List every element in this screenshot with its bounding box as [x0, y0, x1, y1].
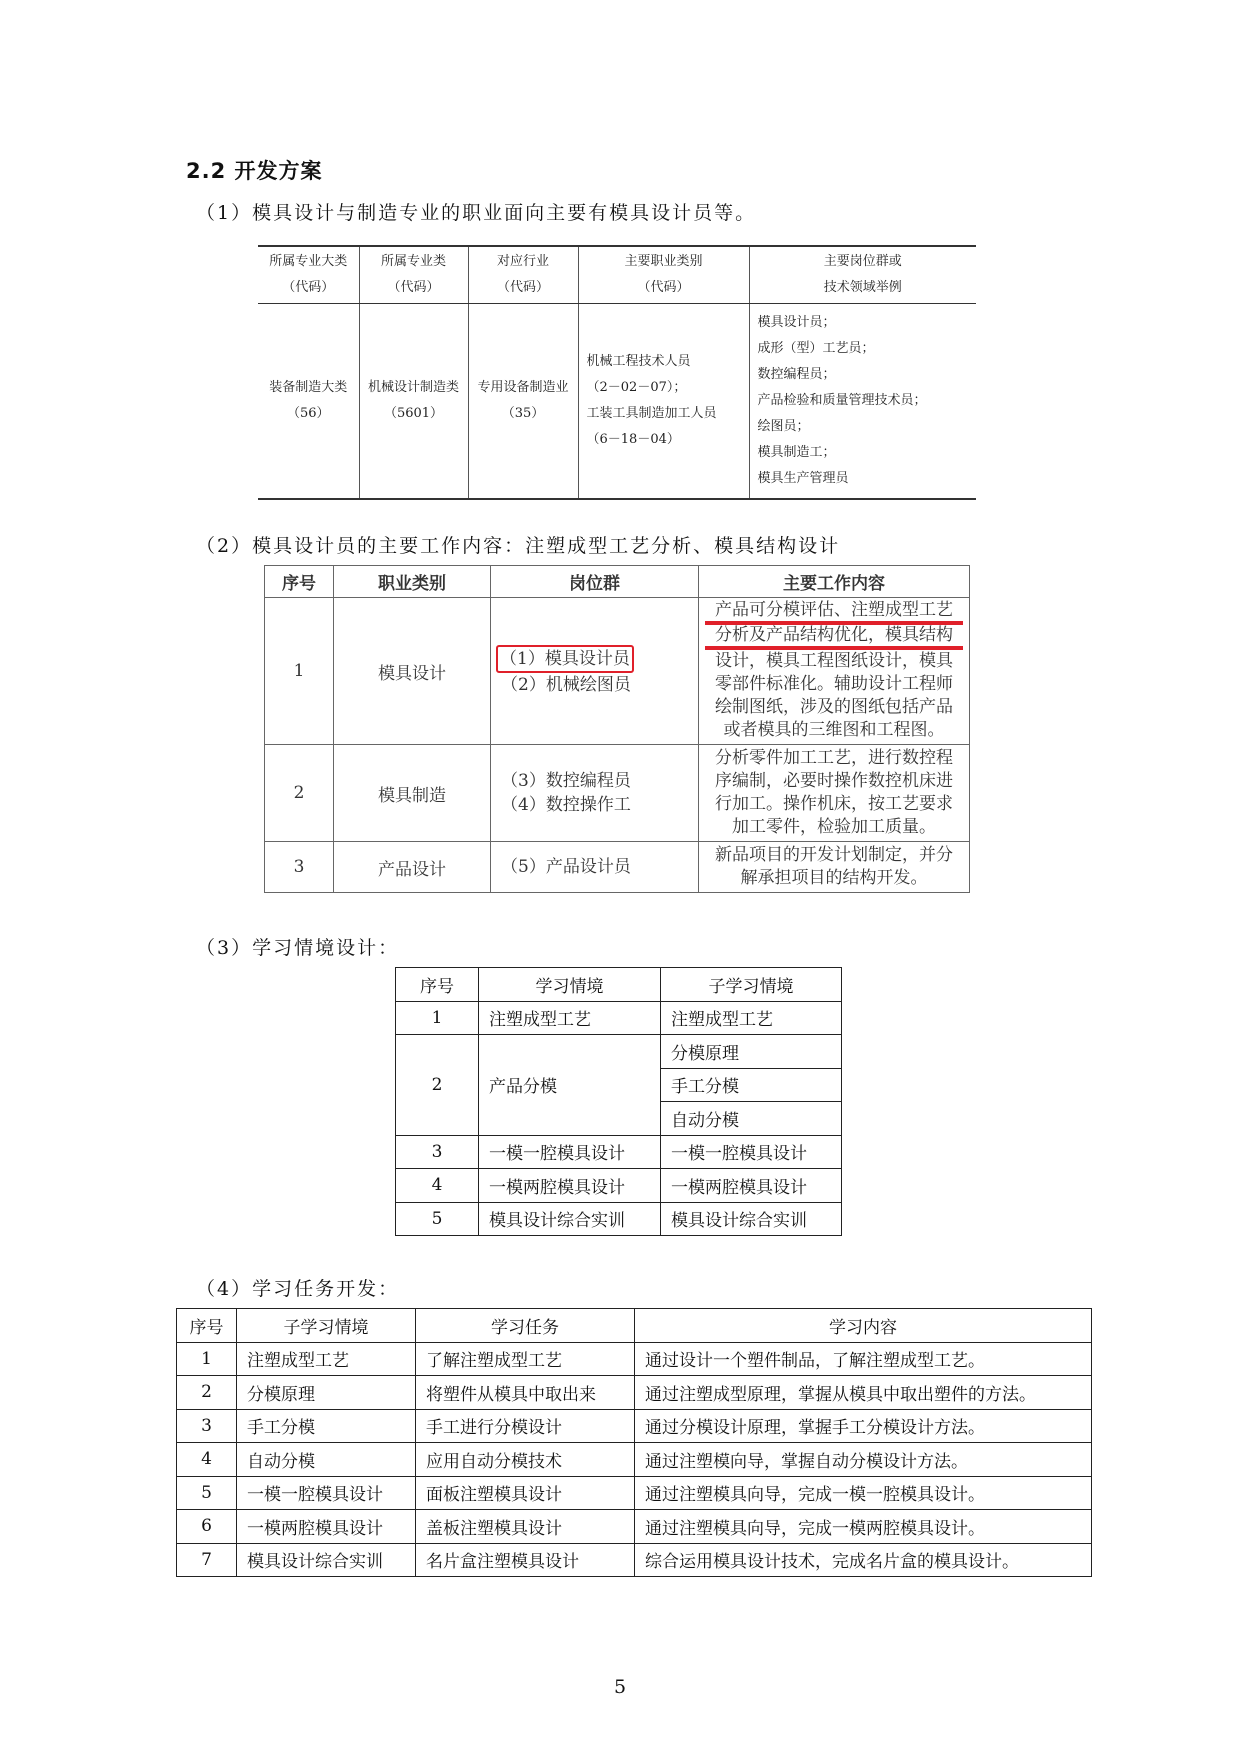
cell-no: 1 [265, 598, 334, 745]
cell-sub-situation: 一模两腔模具设计 [237, 1510, 416, 1544]
cell-task: 将塑件从模具中取出来 [416, 1376, 635, 1410]
cell-no: 4 [177, 1443, 237, 1477]
cell-work: 分析零件加工工艺，进行数控程 序编制，必要时操作数控机床进 行加工。操作机床，按工艺要求 加工零件，检验加工质量。 [699, 745, 970, 842]
paragraph-learning-task: （4）学习任务开发： [196, 1278, 400, 1300]
cell-no: 3 [177, 1409, 237, 1443]
cell-content: 通过注塑模具向导，完成一模一腔模具设计。 [635, 1476, 1092, 1510]
cell-task: 面板注塑模具设计 [416, 1476, 635, 1510]
header-occupation: 主要职业类别 （代码） [578, 246, 749, 304]
cell-no: 2 [396, 1035, 479, 1136]
cell-industry: 专用设备制造业 （35） [468, 304, 578, 500]
cell-content: 通过注塑成型原理，掌握从模具中取出塑件的方法。 [635, 1376, 1092, 1410]
cell-sub-situation: 注塑成型工艺 [661, 1001, 842, 1035]
cell-occupation: 机械工程技术人员 （2－02－07）； 工装工具制造加工人员 （6－18－04） [578, 304, 749, 500]
cell-no: 3 [265, 842, 334, 893]
cell-work: 新品项目的开发计划制定，并分 解承担项目的结构开发。 [699, 842, 970, 893]
header-sub-situation: 子学习情境 [661, 968, 842, 1002]
header-task: 学习任务 [416, 1309, 635, 1343]
table-row [177, 1443, 1092, 1477]
cell-category: 产品设计 [334, 842, 491, 893]
cell-sub-situation: 自动分模 [237, 1443, 416, 1477]
cell-task: 盖板注塑模具设计 [416, 1510, 635, 1544]
work-content-table [264, 565, 970, 893]
cell-task: 了解注塑成型工艺 [416, 1342, 635, 1376]
table-row [177, 1510, 1092, 1544]
cell-situation: 模具设计综合实训 [479, 1202, 661, 1236]
cell-no: 5 [177, 1476, 237, 1510]
table-row [177, 1342, 1092, 1376]
header-major-category: 所属专业大类 （代码） [258, 246, 359, 304]
cell-major-class: 机械设计制造类 （5601） [359, 304, 468, 500]
cell-content: 通过注塑模向导，掌握自动分模设计方法。 [635, 1443, 1092, 1477]
header-content: 学习内容 [635, 1309, 1092, 1343]
cell-no: 1 [396, 1001, 479, 1035]
cell-jobs: （1）模具设计员 （2）机械绘图员 [491, 598, 699, 745]
header-main-work: 主要工作内容 [699, 566, 970, 598]
cell-sub-situation: 一模一腔模具设计 [661, 1135, 842, 1169]
cell-jobs: （3）数控编程员 （4）数控操作工 [491, 745, 699, 842]
header-no: 序号 [265, 566, 334, 598]
cell-situation: 产品分模 [479, 1035, 661, 1136]
table-header-row [258, 246, 976, 304]
cell-situation: 一模两腔模具设计 [479, 1169, 661, 1203]
cell-situation: 一模一腔模具设计 [479, 1135, 661, 1169]
cell-task: 名片盒注塑模具设计 [416, 1543, 635, 1577]
highlight-box: （1）模具设计员 [496, 645, 634, 673]
learning-situation-table [395, 967, 842, 1236]
cell-major-category: 装备制造大类 （56） [269, 380, 348, 421]
cell-no: 5 [396, 1202, 479, 1236]
table-row [258, 304, 976, 500]
table-row [177, 1376, 1092, 1410]
paragraph-work-content: （2）模具设计员的主要工作内容：注塑成型工艺分析、模具结构设计 [196, 535, 841, 557]
table-row [396, 1202, 842, 1236]
cell-sub-situation: 手工分模 [661, 1068, 842, 1102]
paragraph-occupation: （1）模具设计与制造专业的职业面向主要有模具设计员等。 [196, 202, 757, 224]
header-category: 职业类别 [334, 566, 491, 598]
table-row [265, 598, 970, 745]
cell-no: 7 [177, 1543, 237, 1577]
cell-sub-situation: 一模两腔模具设计 [661, 1169, 842, 1203]
table-row [396, 1035, 842, 1069]
header-job-group: 岗位群 [491, 566, 699, 598]
table-row [396, 1135, 842, 1169]
cell-sub-situation: 手工分模 [237, 1409, 416, 1443]
table-row [177, 1409, 1092, 1443]
cell-sub-situation: 模具设计综合实训 [237, 1543, 416, 1577]
table-row [265, 745, 970, 842]
cell-content: 综合运用模具设计技术，完成名片盒的模具设计。 [635, 1543, 1092, 1577]
header-no: 序号 [177, 1309, 237, 1343]
table-row [265, 842, 970, 893]
cell-task: 应用自动分模技术 [416, 1443, 635, 1477]
cell-sub-situation: 分模原理 [661, 1035, 842, 1069]
table-row [396, 1001, 842, 1035]
cell-content: 通过设计一个塑件制品，了解注塑成型工艺。 [635, 1342, 1092, 1376]
cell-work: 产品可分模评估、注塑成型工艺 分析及产品结构优化，模具结构 设计，模具工程图纸设计，模具 零部件标准化。辅助设计工程师 绘制图纸，涉及的图纸包括产品 或者模具的三维图和工程图。 [699, 598, 970, 745]
cell-task: 手工进行分模设计 [416, 1409, 635, 1443]
cell-content: 通过注塑模具向导，完成一模两腔模具设计。 [635, 1510, 1092, 1544]
header-major-class: 所属专业类 （代码） [359, 246, 468, 304]
cell-sub-situation: 自动分模 [661, 1102, 842, 1136]
cell-no: 3 [396, 1135, 479, 1169]
paragraph-learning-situation: （3）学习情境设计： [196, 937, 400, 959]
cell-content: 通过分模设计原理，掌握手工分模设计方法。 [635, 1409, 1092, 1443]
cell-no: 4 [396, 1169, 479, 1203]
learning-task-table [176, 1308, 1092, 1577]
occupation-table [258, 245, 976, 500]
cell-sub-situation: 注塑成型工艺 [237, 1342, 416, 1376]
page-number: 5 [613, 1676, 627, 1698]
section-heading: 2.2 开发方案 [186, 159, 323, 183]
cell-sub-situation: 一模一腔模具设计 [237, 1476, 416, 1510]
cell-no: 2 [265, 745, 334, 842]
table-row [396, 1169, 842, 1203]
cell-sub-situation: 分模原理 [237, 1376, 416, 1410]
table-header-row [396, 968, 842, 1002]
table-row [177, 1543, 1092, 1577]
header-sub-situation: 子学习情境 [237, 1309, 416, 1343]
table-header-row [177, 1309, 1092, 1343]
cell-situation: 注塑成型工艺 [479, 1001, 661, 1035]
cell-positions: 模具设计员； 成形（型）工艺员； 数控编程员； 产品检验和质量管理技术员； 绘图员； 模具制造工； 模具生产管理员 [749, 304, 976, 500]
cell-category: 模具设计 [334, 598, 491, 745]
cell-sub-situation: 模具设计综合实训 [661, 1202, 842, 1236]
cell-no: 1 [177, 1342, 237, 1376]
header-situation: 学习情境 [479, 968, 661, 1002]
cell-no: 2 [177, 1376, 237, 1410]
header-positions: 主要岗位群或 技术领域举例 [749, 246, 976, 304]
header-no: 序号 [396, 968, 479, 1002]
cell-jobs: （5）产品设计员 [491, 842, 699, 893]
table-header-row [265, 566, 970, 598]
cell-no: 6 [177, 1510, 237, 1544]
cell-category: 模具制造 [334, 745, 491, 842]
table-row [177, 1476, 1092, 1510]
header-industry: 对应行业 （代码） [468, 246, 578, 304]
